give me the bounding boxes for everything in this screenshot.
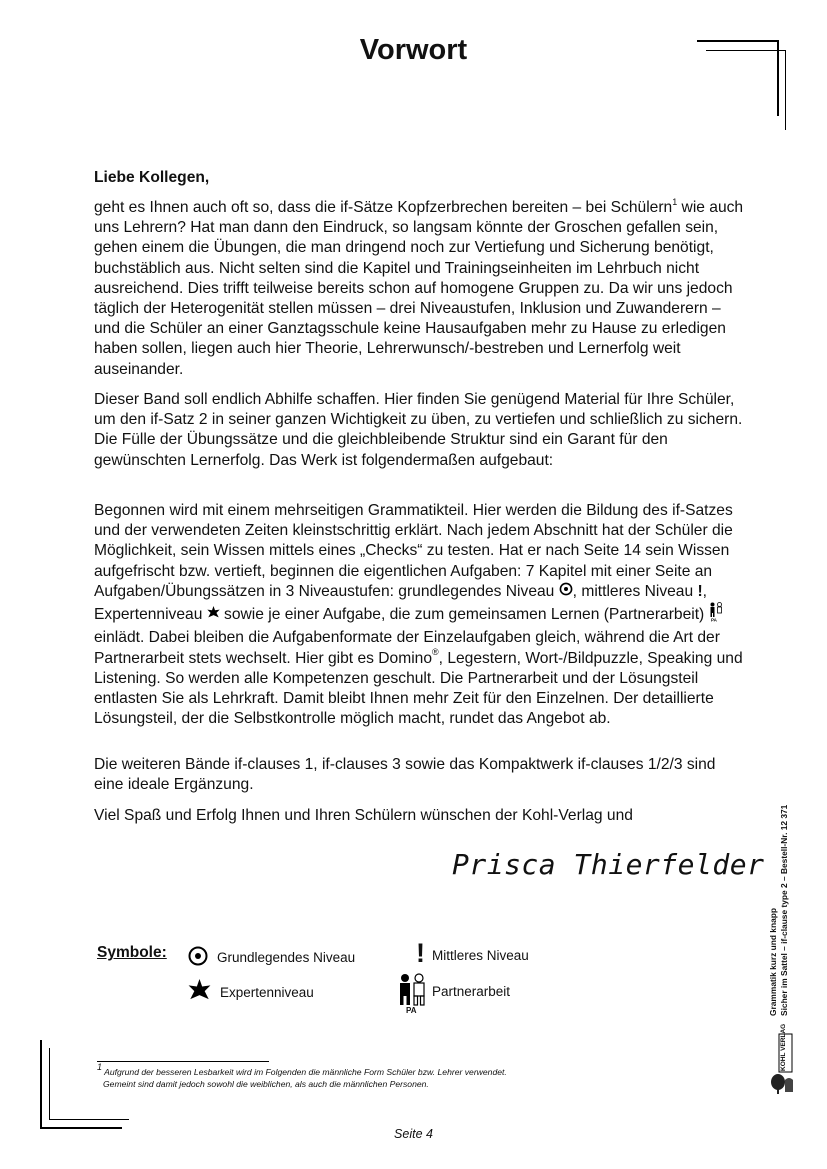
exclamation-inline-icon: ! [697, 583, 703, 601]
bottom-left-frame-v1 [40, 1040, 42, 1128]
paragraph-structure [94, 501, 749, 729]
side-imprint-line-2: Sicher im Sattel – if-clause type 2 – Bestell-Nr. 12 371 [778, 804, 789, 1016]
legend-medium [432, 948, 529, 963]
legend-medium-mark: ! [416, 938, 425, 968]
target-icon [188, 946, 208, 969]
registered-mark: ® [432, 647, 439, 658]
star-inline-icon [207, 605, 220, 625]
star-icon [188, 979, 211, 1005]
page-number: Seite 4 [394, 1127, 433, 1141]
footnote-number: 1 [97, 1062, 103, 1073]
legend-expert [188, 979, 314, 1005]
paragraph-structure-d: sowie je einer Aufgabe, die zum gemeinsamen Lernen (Partnerarbeit) [219, 606, 709, 624]
paragraph-structure-e: einlädt. Dabei bleiben die Aufgabenformate der Einzelaufgaben gleich, während die Art der Partnerarbeit stets wechselt. Hier gibt es Domino [94, 629, 720, 667]
footnote [97, 1062, 657, 1090]
paragraph-remedy [94, 390, 749, 471]
svg-text:PA: PA [710, 617, 717, 623]
paragraph-closing-text: Viel Spaß und Erfolg Ihnen und Ihren Schülern wünschen der Kohl-Verlag und [94, 807, 633, 824]
paragraph-intro [94, 198, 749, 380]
paragraph-remedy-text: Dieser Band soll endlich Abhilfe schaffen. Hier finden Sie genügend Material für Ihre Schüler, um den if-Satz 2 in seiner ganzen Wichtigkeit zu üben, zu vertiefen und schließlich zu sichern. Die Fülle der Übungssätze und die gleichbleibende Struktur sind ein Garant für den gewünschten Lernerfolg. Das Werk ist folgendermaßen aufgebaut: [94, 391, 743, 469]
side-imprint-line-1: Grammatik kurz und knapp [768, 908, 778, 1016]
partner-icon-label: PA [406, 1006, 417, 1015]
legend-medium-label: Mittleres Niveau [432, 948, 529, 963]
legend-partner [432, 984, 510, 999]
paragraph-intro-a: geht es Ihnen auch oft so, dass die if-Sätze Kopfzerbrechen bereiten – bei Schülern [94, 199, 673, 216]
target-icon [559, 582, 573, 602]
bottom-left-frame-h2 [49, 1119, 129, 1120]
footnote-line-2: Gemeint sind damit jedoch sowohl die weiblichen, als auch die männlichen Personen. [103, 1078, 429, 1089]
paragraph-structure-f: , Legestern, Wort-/Bildpuzzle, Speaking und Listening. So werden alle Kompetenzen geschult. Die Partnerarbeit und der Lösungsteil entlasten Sie als Lehrkraft. Damit bleibt Ihnen mehr Zeit für den Einzelnen. Der detaillierte Lösungsteil, der die Selbstkontrolle möglich macht, rundet das Angebot ab. [94, 649, 743, 728]
paragraph-other-volumes [94, 755, 749, 795]
paragraph-structure-b: , mittleres Niveau [572, 583, 698, 601]
footnote-line-1: Aufgrund der besseren Lesbarkeit wird im Folgenden die männliche Form Schüler bzw. Lehrer verwendet. [104, 1067, 507, 1077]
side-imprint [768, 716, 789, 1016]
publisher-logo-text: KOHL VERLAG [780, 1023, 787, 1071]
paragraph-structure-a: Begonnen wird mit einem mehrseitigen Grammatikteil. Hier werden die Bildung des if-Satzes und der verwendeten Zeiten kleinstschrittig erklärt. Nach jedem Abschnitt hat der Schüler die Möglichkeit, sein Wissen mittels eines „Checks“ zu testen. Hat er nach Seite 14 sein Wissen aufgefrischt bzw. vertieft, beginnen die eigentlichen Aufgaben: 7 Kapitel mit einer Seite an Aufgaben/Übungssätzen in 3 Niveaustufen: grundlegendes Niveau [94, 502, 733, 601]
paragraph-intro-b: wie auch uns Lehrern? Hat man dann den Eindruck, so langsam könnte der Groschen gefallen sein, gehen einem die Übungen, die man dringend noch zur Vertiefung und Sicherung benötigt, buchstäblich aus. Nicht selten sind die Kapitel und Trainingseinheiten im Lehrbuch nicht ausreichend. Dies trifft teilweise bereits schon auf homogene Gruppen zu. Da wir uns jedoch täglich der Heterogenität stellen müssen – drei Niveaustufen, Inklusion und Zuwanderern – und die Schüler an einer Ganztagsschule keine Hausaufgaben mehr zu Hause zu erledigen haben sollen, liegen auch hier Theorie, Lehrerwunsch/-bestreben und Lernerfolg weit auseinander. [94, 199, 744, 378]
publisher-logo [767, 1023, 795, 1096]
paragraph-other-volumes-text: Die weiteren Bände if-clauses 1, if-clauses 3 sowie das Kompaktwerk if-clauses 1/2/3 sind eine ideale Ergänzung. [94, 756, 716, 794]
signature: Prisca Thierfelder [452, 848, 765, 881]
legend-basic [188, 946, 355, 969]
legend-expert-label: Expertenniveau [220, 984, 314, 1000]
greeting: Liebe Kollegen, [94, 169, 210, 186]
footnote-divider [97, 1061, 269, 1062]
legend-basic-label: Grundlegendes Niveau [217, 950, 356, 965]
page-title: Vorwort [359, 34, 468, 66]
legend-partner-label: Partnerarbeit [432, 984, 511, 999]
partner-inline-icon [709, 602, 723, 628]
bottom-left-frame-v2 [49, 1048, 50, 1119]
paragraph-closing [94, 806, 749, 826]
paragraph-structure-c: , Expertenniveau [94, 583, 708, 624]
footnote-ref: 1 [672, 196, 678, 207]
symbols-heading: Symbole: [97, 944, 167, 961]
